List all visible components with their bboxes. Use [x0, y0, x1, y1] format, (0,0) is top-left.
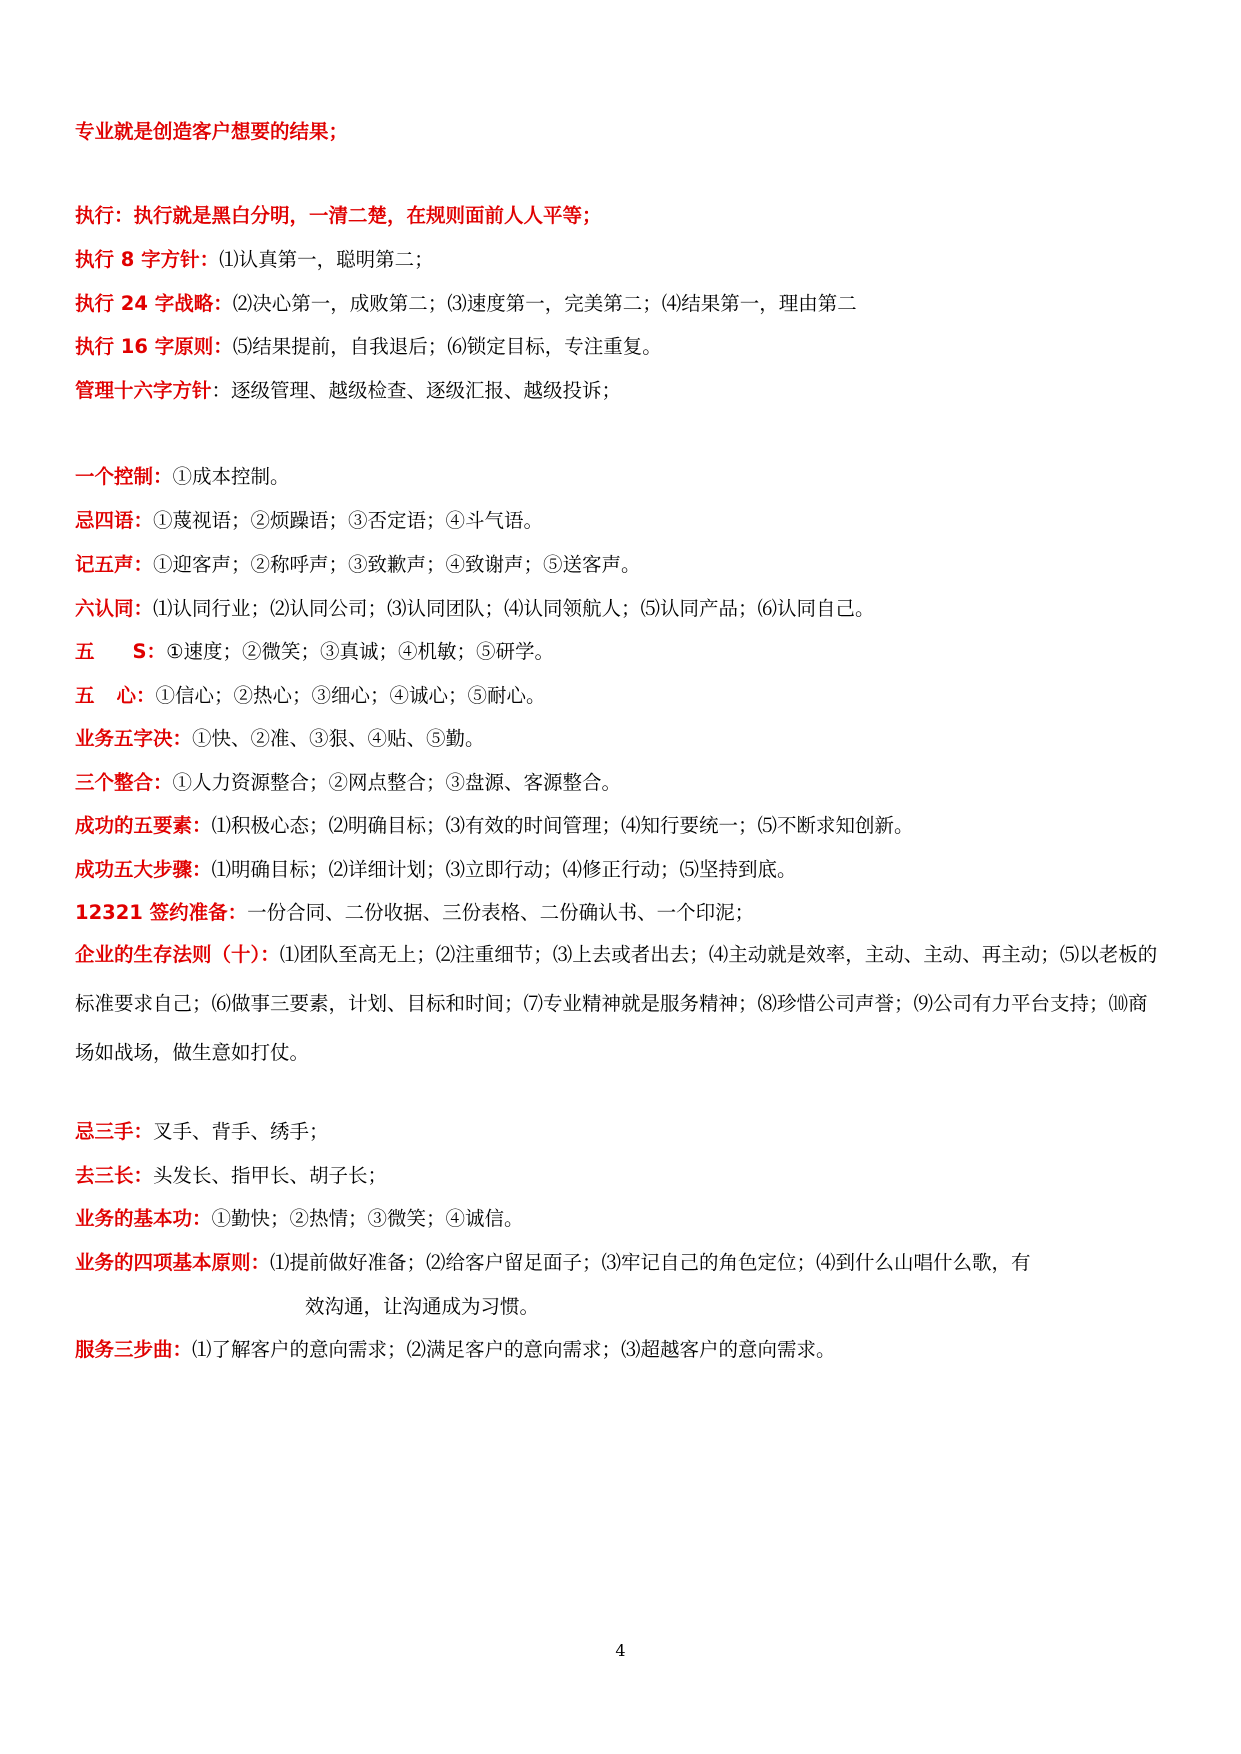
line-text: ①迎客声；②称呼声；③致歉声；④致谢声；⑤送客声。: [153, 553, 641, 576]
line-label: 执行：执行就是黑白分明，一清二楚，在规则面前人人平等；: [75, 204, 602, 227]
line-label: 执行 24 字战略：: [75, 292, 233, 315]
line-label-b: S：: [132, 640, 167, 663]
text-line: [75, 333, 1175, 361]
line-text: ①速度；②微笑；③真诚；④机敏；⑤研学。: [166, 640, 555, 663]
line-label: 业务五字决：: [75, 727, 193, 750]
line-text: ⑵决心第一，成败第二；⑶速度第一，完美第二；⑷结果第一，理由第二: [232, 292, 857, 315]
line-label: 执行 16 字原则：: [75, 335, 233, 358]
text-line: [75, 812, 1175, 840]
line-label: 专业就是创造客户想要的结果；: [75, 120, 349, 143]
line-text: ①勤快；②热情；③微笑；④诚信。: [211, 1207, 524, 1230]
line-label: 六认同：: [75, 597, 154, 620]
line-label: 去三长：: [75, 1164, 154, 1187]
text-line-continued: [305, 1293, 539, 1321]
text-line: [75, 1205, 1175, 1233]
text-line: [75, 1336, 1175, 1364]
text-line: [75, 595, 1175, 623]
line-text: ⑴明确目标；⑵详细计划；⑶立即行动；⑷修正行动；⑸坚持到底。: [211, 858, 797, 881]
line-label-a: 五: [75, 684, 95, 707]
text-line: [75, 290, 1175, 318]
text-line: [75, 246, 1175, 274]
line-label: 企业的生存法则（十）：: [75, 943, 280, 966]
line-label: 成功五大步骤：: [75, 858, 212, 881]
text-line: [75, 1118, 1175, 1146]
line-label: 管理十六字方针: [75, 379, 212, 402]
text-line: [75, 638, 1175, 666]
heading-line-2: [75, 202, 1175, 230]
line-text: 叉手、背手、绣手；: [153, 1120, 329, 1143]
line-text: 一份合同、二份收据、三份表格、二份确认书、一个印泥；: [247, 901, 755, 924]
line-text: ①快、②准、③狠、④贴、⑤勤。: [192, 727, 485, 750]
line-label: 忌四语：: [75, 509, 154, 532]
line-text: ：逐级管理、越级检查、逐级汇报、越级投诉；: [211, 379, 622, 402]
text-paragraph: [75, 930, 1165, 1077]
line-text: ⑴认同行业；⑵认同公司；⑶认同团队；⑷认同领航人；⑸认同产品；⑹认同自己。: [153, 597, 875, 620]
line-text: ⑴提前做好准备；⑵给客户留足面子；⑶牢记自己的角色定位；⑷到什么山唱什么歌，有: [270, 1251, 1031, 1274]
line-text: 效沟通，让沟通成为习惯。: [305, 1295, 540, 1318]
text-line: [75, 682, 1175, 710]
line-label: 记五声：: [75, 553, 154, 576]
line-label: 12321 签约准备：: [75, 901, 248, 924]
text-line: [75, 1249, 1175, 1277]
text-line: [75, 769, 1175, 797]
text-line: [75, 725, 1175, 753]
text-line: [75, 377, 1175, 405]
text-line: [75, 551, 1175, 579]
line-label: 一个控制：: [75, 465, 173, 488]
line-label-b: 心：: [116, 684, 156, 707]
line-label: 忌三手：: [75, 1120, 154, 1143]
text-line: [75, 463, 1175, 491]
line-label: 成功的五要素：: [75, 814, 212, 837]
line-label: 服务三步曲：: [75, 1338, 193, 1361]
text-line: [75, 1162, 1175, 1190]
line-text: ⑴了解客户的意向需求；⑵满足客户的意向需求；⑶超越客户的意向需求。: [192, 1338, 836, 1361]
line-label: 三个整合：: [75, 771, 173, 794]
text-line: [75, 856, 1175, 884]
line-text: ①蔑视语；②烦躁语；③否定语；④斗气语。: [153, 509, 544, 532]
line-label: 执行 8 字方针：: [75, 248, 220, 271]
page-number: 4: [615, 1641, 626, 1660]
line-text: ⑴认真第一，聪明第二；: [219, 248, 434, 271]
line-text: ⑴团队至高无上；⑵注重细节；⑶上去或者出去；⑷主动就是效率，主动、主动、再主动；⑸以老板的标准要求自己；⑹做事三要素，计划、目标和时间；⑺专业精神就是服务精神；⑻珍惜公司声誉；⑼公司有力平台支持；⑽商场如战场，做生意如打仗。: [75, 943, 1158, 1064]
line-text: ①信心；②热心；③细心；④诚心；⑤耐心。: [155, 684, 546, 707]
line-label: 业务的基本功：: [75, 1207, 212, 1230]
line-text: 头发长、指甲长、胡子长；: [153, 1164, 388, 1187]
line-text: ①人力资源整合；②网点整合；③盘源、客源整合。: [172, 771, 622, 794]
text-line: [75, 507, 1175, 535]
line-label: 业务的四项基本原则：: [75, 1251, 271, 1274]
line-text: ①成本控制。: [172, 465, 290, 488]
heading-line-1: [75, 118, 1175, 146]
line-label-a: 五: [75, 640, 95, 663]
line-text: ⑴积极心态；⑵明确目标；⑶有效的时间管理；⑷知行要统一；⑸不断求知创新。: [211, 814, 914, 837]
line-text: ⑸结果提前，自我退后；⑹锁定目标，专注重复。: [232, 335, 662, 358]
text-line: [75, 899, 1175, 927]
